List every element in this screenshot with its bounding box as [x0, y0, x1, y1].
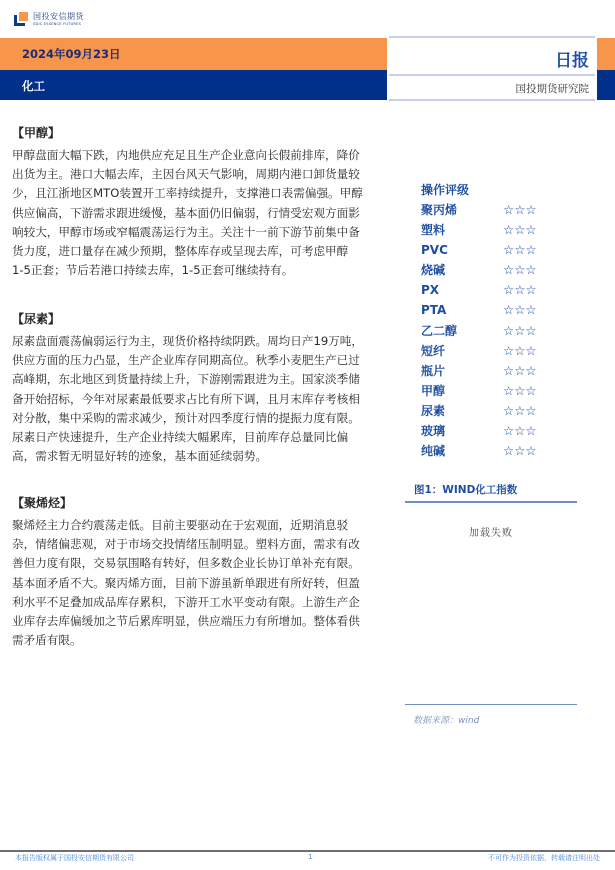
text-line: 聚烯烃主力合约震荡走低。目前主要驱动在于宏观面，近期消息驳: [12, 518, 349, 532]
rating-row: [421, 200, 591, 220]
section-paragraph: [12, 516, 384, 650]
star-rating-icon: ☆☆☆: [503, 423, 537, 439]
rating-label: PX: [421, 283, 440, 298]
text-line: 1-5正套；节后若港口持续去库，1-5正套可继续持有。: [12, 263, 294, 278]
star-rating-icon: ☆☆☆: [503, 322, 537, 338]
text-line: 货力度，进口量存在减少预期，整体库存或呈现去库，可考虑甲醇: [12, 243, 349, 258]
rating-label: 短纤: [421, 343, 446, 358]
rating-title: 操作评级: [421, 183, 470, 197]
section-heading: 【聚烯烃】: [12, 496, 73, 510]
report-type-title: 日报: [555, 51, 589, 71]
rating-label: PTA: [421, 303, 447, 318]
section-heading: 【甲醇】: [12, 126, 61, 140]
report-type-box: [387, 36, 597, 102]
figure-bottom-rule: [405, 704, 577, 705]
rating-label: 瓶片: [421, 363, 446, 378]
logo-mark-icon: [14, 12, 28, 26]
rating-row: [421, 280, 591, 300]
star-rating-icon: ☆☆☆: [503, 222, 537, 238]
section-urea: [12, 310, 384, 466]
report-date: 2024年09月23日: [22, 47, 121, 61]
rating-label: 尿素: [421, 403, 446, 418]
star-rating-icon: ☆☆☆: [503, 443, 537, 459]
star-rating-icon: ☆☆☆: [503, 402, 537, 418]
rating-row: [421, 220, 591, 240]
star-rating-icon: ☆☆☆: [503, 202, 537, 217]
text-line: 供应偏高，下游需求跟进缓慢，基本面仍旧偏弱，行情受宏观方面影: [12, 205, 360, 220]
text-line: 甲醇盘面大幅下跌，内地供应充足且生产企业意向长假前排库，降价: [12, 148, 360, 162]
section-polyolefin: [12, 494, 384, 650]
rating-label: 聚丙烯: [421, 203, 458, 217]
section-heading: 【尿素】: [12, 312, 61, 326]
rating-label: 乙二醇: [421, 323, 458, 338]
figure-title: 图1：WIND化工指数: [414, 484, 518, 496]
text-line: 少，且江浙地区MTO装置开工率持续提升，支撑港口表需偏强。甲醇: [12, 186, 363, 201]
rating-label: PVC: [421, 243, 448, 258]
text-line: 基本面矛盾不大。聚丙烯方面，目前下游虽新单跟进有所好转，但盈: [12, 575, 360, 590]
star-rating-icon: ☆☆☆: [503, 362, 537, 378]
footer-copyright: 本报告版权属于国投安信期货有限公司: [15, 854, 134, 862]
figure-image-area: [405, 503, 577, 703]
text-line: 供应方面的压力凸显，生产企业库存同期高位。秋季小麦肥生产已过: [12, 353, 360, 368]
text-line: 出货为主。港口大幅去库，主因台风天气影响，周期内港口卸货量较: [12, 167, 360, 182]
text-line: 高，需求暂无明显好转的迹象，基本面延续弱势。: [12, 449, 268, 464]
rating-label: 甲醇: [421, 383, 446, 398]
star-rating-icon: ☆☆☆: [503, 282, 537, 298]
rating-label: 玻璃: [421, 424, 446, 439]
rating-row: [421, 341, 591, 361]
section-paragraph: [12, 332, 384, 466]
section-methanol: [12, 124, 384, 280]
company-logo: [14, 10, 104, 30]
text-line: 杂，情绪偏悲观，对于市场交投情绪压制明显。塑料方面，需求有改: [12, 537, 360, 552]
text-line: 善但力度有限，交易氛围略有转好，但多数企业长协订单补充有限。: [12, 556, 360, 571]
institute-name: 国投期货研究院: [515, 83, 589, 95]
rating-label: 纯碱: [421, 444, 446, 459]
divider: [389, 99, 595, 101]
divider: [389, 36, 595, 38]
rating-row: [421, 240, 591, 260]
rating-row: [421, 300, 591, 320]
logo-name-en: SDIC ESSENCE FUTURES: [33, 22, 82, 26]
text-line: 业库存去库偏缓加之节后累库明显，供应端压力有所增加。整体看供: [12, 613, 360, 628]
text-line: 响较大，甲醇市场或窄幅震荡运行为主。关注十一前下游节前集中备: [12, 224, 360, 239]
star-rating-icon: ☆☆☆: [503, 302, 537, 318]
star-rating-icon: ☆☆☆: [503, 242, 537, 258]
rating-row: [421, 260, 591, 280]
footer-rule: [0, 850, 615, 852]
text-line: 需矛盾有限。: [12, 633, 82, 648]
rating-row: [421, 381, 591, 401]
text-line: 尿素日产快速提升，生产企业持续大幅累库，目前库存总量同比偏: [12, 429, 349, 444]
star-rating-icon: ☆☆☆: [503, 342, 537, 358]
text-line: 利水平不足叠加成品库存累积，下游开工水平变动有限。上游生产企: [12, 594, 360, 609]
rating-label: 塑料: [421, 223, 446, 238]
rating-row: [421, 441, 591, 461]
rating-label: 烧碱: [421, 263, 446, 278]
section-paragraph: [12, 146, 384, 280]
star-rating-icon: ☆☆☆: [503, 382, 537, 398]
text-line: 高峰期，东北地区到货量持续上升，下游刚需跟进为主。国家淡季储: [12, 372, 360, 387]
star-rating-icon: ☆☆☆: [503, 262, 537, 278]
figure-load-failed-text: 加载失败: [469, 528, 513, 539]
footer-disclaimer: 不可作为投资依据，转载请注明出处: [488, 854, 600, 862]
rating-row: [421, 421, 591, 441]
divider: [389, 74, 595, 76]
text-line: 备开始招标，今年对尿素最低要求占比有所下调，且月末库存考核相: [12, 391, 360, 406]
figure-source: 数据来源：wind: [413, 716, 480, 726]
report-section: 化工: [22, 79, 45, 93]
rating-panel: [421, 180, 591, 461]
text-line: 尿素盘面震荡偏弱运行为主，现货价格持续阴跌。周均日产19万吨，: [12, 334, 363, 348]
text-line: 对分散，集中采购的需求减少，预计对四季度行情的提振力度有限。: [12, 410, 360, 425]
logo-name-cn: 国投安信期货: [33, 12, 84, 21]
rating-row: [421, 321, 591, 341]
rating-row: [421, 401, 591, 421]
page-number: 1: [308, 853, 313, 861]
rating-row: [421, 361, 591, 381]
